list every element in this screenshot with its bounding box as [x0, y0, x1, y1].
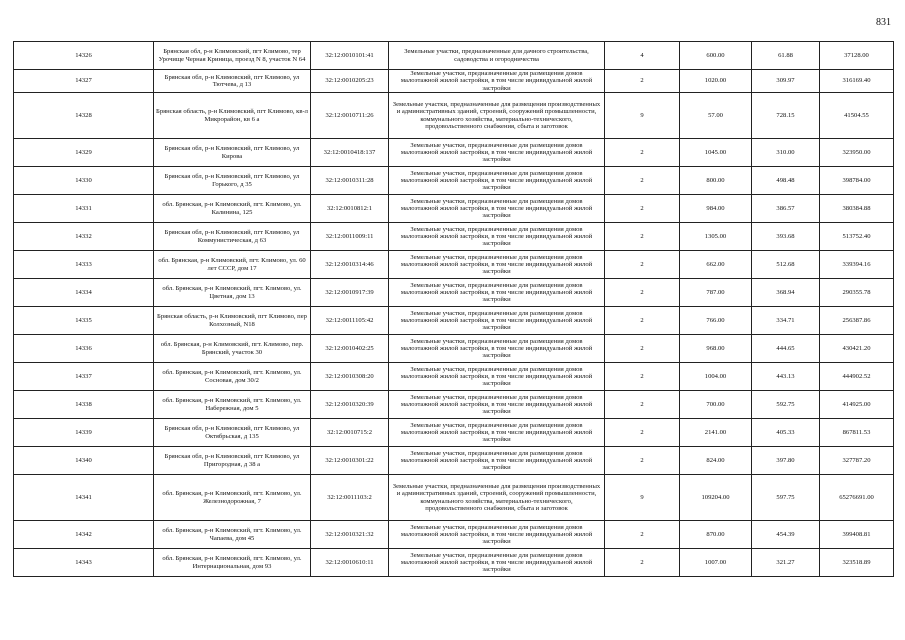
cadastral-value-cell: 399408.81 [820, 521, 894, 549]
table-row [14, 195, 894, 223]
address-cell: Брянская обл, р-н Климовский, пгт Климово, ул Коммунистическая, д 63 [154, 223, 311, 251]
table-row [14, 279, 894, 307]
group-cell: 9 [605, 93, 680, 139]
record-number-cell: 14341 [14, 475, 154, 521]
cadastral-value-cell: 290355.78 [820, 279, 894, 307]
group-cell: 2 [605, 521, 680, 549]
land-use-cell: Земельные участки, предназначенные для размещения домов малоэтажной жилой застройки, в том числе индивидуальной жилой застройки [389, 363, 605, 391]
area-cell: 700.00 [680, 391, 752, 419]
land-use-cell: Земельные участки, предназначенные для размещения производственных и административных зданий, строений, сооружений промышленности, коммунального хозяйства, материально-технического, продовольственного снабжения, сбыта и заготовок [389, 475, 605, 521]
cadastral-number-cell: 32:12:0010610:11 [311, 549, 389, 577]
record-number-cell: 14338 [14, 391, 154, 419]
cadastral-number-cell: 32:12:0011009:11 [311, 223, 389, 251]
area-cell: 1007.00 [680, 549, 752, 577]
table-row [14, 475, 894, 521]
cadastral-value-table [13, 41, 894, 577]
cadastral-number-cell: 32:12:0010314:46 [311, 251, 389, 279]
area-cell: 109204.00 [680, 475, 752, 521]
area-cell: 870.00 [680, 521, 752, 549]
cadastral-value-cell: 323950.00 [820, 139, 894, 167]
cadastral-value-cell: 41504.55 [820, 93, 894, 139]
group-cell: 9 [605, 475, 680, 521]
cadastral-value-cell: 327787.20 [820, 447, 894, 475]
group-cell: 2 [605, 195, 680, 223]
cadastral-number-cell: 32:12:0010320:39 [311, 391, 389, 419]
area-cell: 1004.00 [680, 363, 752, 391]
address-cell: Брянская обл, р-н Климовский, пгт Климово, ул Пригородная, д 38 а [154, 447, 311, 475]
group-cell: 2 [605, 70, 680, 93]
land-use-cell: Земельные участки, предназначенные для размещения домов малоэтажной жилой застройки, в том числе индивидуальной жилой застройки [389, 223, 605, 251]
record-number-cell: 14331 [14, 195, 154, 223]
area-cell: 1020.00 [680, 70, 752, 93]
address-cell: Брянская обл, р-н Климовский, пгт Климово, ул Тютчева, д 13 [154, 70, 311, 93]
land-use-cell: Земельные участки, предназначенные для размещения домов малоэтажной жилой застройки, в том числе индивидуальной жилой застройки [389, 419, 605, 447]
group-cell: 2 [605, 167, 680, 195]
specific-value-cell: 597.75 [752, 475, 820, 521]
specific-value-cell: 512.68 [752, 251, 820, 279]
table-row [14, 447, 894, 475]
cadastral-number-cell: 32:12:0010812:1 [311, 195, 389, 223]
table-row [14, 251, 894, 279]
cadastral-value-cell: 323518.89 [820, 549, 894, 577]
specific-value-cell: 592.75 [752, 391, 820, 419]
record-number-cell: 14343 [14, 549, 154, 577]
group-cell: 2 [605, 391, 680, 419]
land-use-cell: Земельные участки, предназначенные для размещения домов малоэтажной жилой застройки, в том числе индивидуальной жилой застройки [389, 70, 605, 93]
cadastral-value-cell: 316169.40 [820, 70, 894, 93]
group-cell: 2 [605, 139, 680, 167]
specific-value-cell: 454.39 [752, 521, 820, 549]
area-cell: 57.00 [680, 93, 752, 139]
record-number-cell: 14339 [14, 419, 154, 447]
cadastral-number-cell: 32:12:0011103:2 [311, 475, 389, 521]
table-row [14, 167, 894, 195]
record-number-cell: 14330 [14, 167, 154, 195]
area-cell: 968.00 [680, 335, 752, 363]
address-cell: обл. Брянская, р-н Климовский, пгт. Климово, ул. Железнодорожная, 7 [154, 475, 311, 521]
address-cell: обл. Брянская, р-н Климовский, пгт. Климово, ул. 60 лет СССР, дом 17 [154, 251, 311, 279]
cadastral-value-cell: 398784.00 [820, 167, 894, 195]
record-number-cell: 14342 [14, 521, 154, 549]
address-cell: обл. Брянская, р-н Климовский, пгт. Климово, ул. Набережная, дом 5 [154, 391, 311, 419]
cadastral-number-cell: 32:12:0010917:39 [311, 279, 389, 307]
land-use-cell: Земельные участки, предназначенные для размещения домов малоэтажной жилой застройки, в том числе индивидуальной жилой застройки [389, 549, 605, 577]
cadastral-value-cell: 380384.88 [820, 195, 894, 223]
address-cell: обл. Брянская, р-н Климовский, пгт. Климово, ул. Чапаева, дом 45 [154, 521, 311, 549]
specific-value-cell: 405.33 [752, 419, 820, 447]
group-cell: 2 [605, 307, 680, 335]
area-cell: 984.00 [680, 195, 752, 223]
area-cell: 787.00 [680, 279, 752, 307]
land-use-cell: Земельные участки, предназначенные для размещения домов малоэтажной жилой застройки, в том числе индивидуальной жилой застройки [389, 391, 605, 419]
cadastral-value-cell: 65276691.00 [820, 475, 894, 521]
address-cell: обл. Брянская, р-н Климовский, пгт. Климово, ул. Калинина, 125 [154, 195, 311, 223]
table-row [14, 307, 894, 335]
cadastral-number-cell: 32:12:0010205:23 [311, 70, 389, 93]
table-row [14, 223, 894, 251]
group-cell: 2 [605, 335, 680, 363]
area-cell: 1045.00 [680, 139, 752, 167]
address-cell: Брянская область, р-н Климовский, пгт Климово, пер Колхозный, N18 [154, 307, 311, 335]
specific-value-cell: 393.68 [752, 223, 820, 251]
specific-value-cell: 498.48 [752, 167, 820, 195]
address-cell: обл. Брянская, р-н Климовский, пгт. Климово, ул. Цветная, дом 13 [154, 279, 311, 307]
area-cell: 2141.00 [680, 419, 752, 447]
address-cell: обл. Брянская, р-н Климовский, пгт. Климово, ул. Интернациональная, дом 93 [154, 549, 311, 577]
specific-value-cell: 61.88 [752, 42, 820, 70]
cadastral-number-cell: 32:12:0010321:32 [311, 521, 389, 549]
group-cell: 2 [605, 279, 680, 307]
specific-value-cell: 368.94 [752, 279, 820, 307]
table-row [14, 93, 894, 139]
land-use-cell: Земельные участки, предназначенные для размещения домов малоэтажной жилой застройки, в том числе индивидуальной жилой застройки [389, 139, 605, 167]
record-number-cell: 14328 [14, 93, 154, 139]
address-cell: Брянская обл, р-н Климовский, пгт Климово, ул Октябрьская, д 135 [154, 419, 311, 447]
address-cell: обл. Брянская, р-н Климовский, пгт. Климово, пер. Брянский, участок 30 [154, 335, 311, 363]
group-cell: 2 [605, 363, 680, 391]
land-use-cell: Земельные участки, предназначенные для размещения домов малоэтажной жилой застройки, в том числе индивидуальной жилой застройки [389, 447, 605, 475]
table-row [14, 521, 894, 549]
cadastral-value-cell: 414925.00 [820, 391, 894, 419]
cadastral-number-cell: 32:12:0010711:26 [311, 93, 389, 139]
group-cell: 2 [605, 549, 680, 577]
area-cell: 824.00 [680, 447, 752, 475]
area-cell: 766.00 [680, 307, 752, 335]
cadastral-number-cell: 32:12:0011105:42 [311, 307, 389, 335]
address-cell: Брянская область, р-н Климовский, пгт Климово, кв-л Микрорайон, кв 6 а [154, 93, 311, 139]
record-number-cell: 14327 [14, 70, 154, 93]
group-cell: 4 [605, 42, 680, 70]
record-number-cell: 14329 [14, 139, 154, 167]
land-use-cell: Земельные участки, предназначенные для размещения домов малоэтажной жилой застройки, в том числе индивидуальной жилой застройки [389, 521, 605, 549]
land-use-cell: Земельные участки, предназначенные для размещения домов малоэтажной жилой застройки, в том числе индивидуальной жилой застройки [389, 195, 605, 223]
specific-value-cell: 309.97 [752, 70, 820, 93]
table-row [14, 70, 894, 93]
record-number-cell: 14336 [14, 335, 154, 363]
table-row [14, 363, 894, 391]
land-use-cell: Земельные участки, предназначенные для размещения домов малоэтажной жилой застройки, в том числе индивидуальной жилой застройки [389, 307, 605, 335]
record-number-cell: 14337 [14, 363, 154, 391]
area-cell: 800.00 [680, 167, 752, 195]
cadastral-number-cell: 32:12:0010402:25 [311, 335, 389, 363]
record-number-cell: 14333 [14, 251, 154, 279]
land-use-cell: Земельные участки, предназначенные для размещения домов малоэтажной жилой застройки, в том числе индивидуальной жилой застройки [389, 167, 605, 195]
specific-value-cell: 321.27 [752, 549, 820, 577]
specific-value-cell: 728.15 [752, 93, 820, 139]
record-number-cell: 14334 [14, 279, 154, 307]
cadastral-number-cell: 32:12:0010418:137 [311, 139, 389, 167]
cadastral-value-cell: 37128.00 [820, 42, 894, 70]
cadastral-value-cell: 867811.53 [820, 419, 894, 447]
area-cell: 1305.00 [680, 223, 752, 251]
area-cell: 662.00 [680, 251, 752, 279]
specific-value-cell: 443.13 [752, 363, 820, 391]
specific-value-cell: 386.57 [752, 195, 820, 223]
specific-value-cell: 334.71 [752, 307, 820, 335]
record-number-cell: 14326 [14, 42, 154, 70]
specific-value-cell: 397.80 [752, 447, 820, 475]
cadastral-number-cell: 32:12:0010308:20 [311, 363, 389, 391]
cadastral-value-cell: 256387.86 [820, 307, 894, 335]
address-cell: Брянская обл, р-н Климовский, пгт Климово, ул Горького, д 35 [154, 167, 311, 195]
cadastral-number-cell: 32:12:0010301:22 [311, 447, 389, 475]
area-cell: 600.00 [680, 42, 752, 70]
record-number-cell: 14335 [14, 307, 154, 335]
cadastral-value-cell: 444902.52 [820, 363, 894, 391]
specific-value-cell: 310.00 [752, 139, 820, 167]
cadastral-number-cell: 32:12:0010311:28 [311, 167, 389, 195]
cadastral-number-cell: 32:12:0010715:2 [311, 419, 389, 447]
table-row [14, 419, 894, 447]
table-row [14, 139, 894, 167]
address-cell: обл. Брянская, р-н Климовский, пгт. Климово, ул. Сосновая, дом 30/2 [154, 363, 311, 391]
group-cell: 2 [605, 223, 680, 251]
record-number-cell: 14340 [14, 447, 154, 475]
land-use-cell: Земельные участки, предназначенные для размещения производственных и административных зданий, строений, сооружений промышленности, коммунального хозяйства, материально-технического, продовольственного снабжения, сбыта и заготовок [389, 93, 605, 139]
table-row [14, 391, 894, 419]
cadastral-number-cell: 32:12:0010101:41 [311, 42, 389, 70]
page-number: 831 [876, 17, 891, 28]
specific-value-cell: 444.65 [752, 335, 820, 363]
address-cell: Брянская обл, р-н Климовский, пгт Климово, ул Кирова [154, 139, 311, 167]
record-number-cell: 14332 [14, 223, 154, 251]
land-use-cell: Земельные участки, предназначенные для дачного строительства, садоводства и огородничества [389, 42, 605, 70]
group-cell: 2 [605, 419, 680, 447]
land-use-cell: Земельные участки, предназначенные для размещения домов малоэтажной жилой застройки, в том числе индивидуальной жилой застройки [389, 335, 605, 363]
table-row [14, 335, 894, 363]
cadastral-value-cell: 339394.16 [820, 251, 894, 279]
cadastral-value-cell: 513752.40 [820, 223, 894, 251]
land-use-cell: Земельные участки, предназначенные для размещения домов малоэтажной жилой застройки, в том числе индивидуальной жилой застройки [389, 251, 605, 279]
table-row [14, 549, 894, 577]
table-row [14, 42, 894, 70]
address-cell: Брянская обл, р-н Климовский, пгт Климово, тер Урочище Черная Криница, проезд N 8, участок N 64 [154, 42, 311, 70]
group-cell: 2 [605, 447, 680, 475]
cadastral-value-cell: 430421.20 [820, 335, 894, 363]
land-use-cell: Земельные участки, предназначенные для размещения домов малоэтажной жилой застройки, в том числе индивидуальной жилой застройки [389, 279, 605, 307]
group-cell: 2 [605, 251, 680, 279]
